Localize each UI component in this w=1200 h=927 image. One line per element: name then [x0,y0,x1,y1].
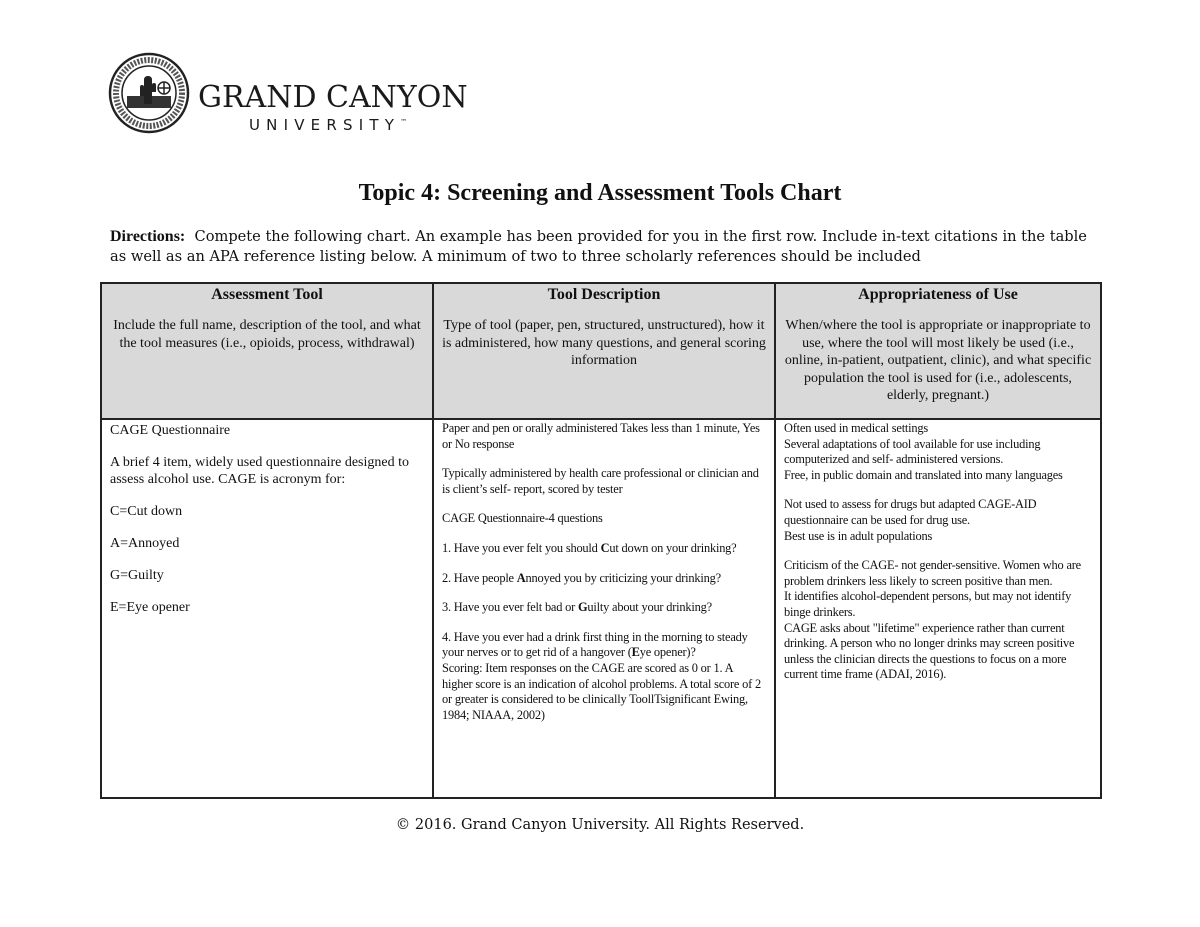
logo-name-line1: GRAND CANYON [198,80,468,115]
use-adaptations: Several adaptations of tool available for use including computerized and self- administered versions. [784,436,1041,467]
cell-appropriateness [775,419,1101,798]
acronym-a: A=Annoyed [110,536,180,551]
criticism-lifetime: CAGE asks about "lifetime" experience rather than current drinking. A person who no longer drinks may screen positive unless the clinician directs the questions to focus on a more current time frame (ADAI, 2016). [784,620,1075,682]
use-adult: Best use is in adult populations [784,528,933,543]
acronym-g: G=Guilty [110,568,164,583]
header-subtitle: Include the full name, description of the tool, and what the tool measures (i.e., opioids, process, withdrawal) [113,318,421,351]
question-4: 4. Have you ever had a drink first thing in the morning to steady your nerves or to get rid of a hangover (Eye opener)? [442,629,748,660]
directions-text: Compete the following chart. An example has been provided for you in the first row. Include in-text citations in the table as well as an APA reference listing below. A minimum of two to three scholarly references should be included [110,228,1087,265]
question-3: 3. Have you ever felt bad or Guilty about your drinking? [442,600,712,615]
acronym-e: E=Eye opener [110,600,190,615]
university-seal-icon [108,52,190,134]
header-title: Assessment Tool [211,286,323,303]
directions [110,227,1100,267]
use-free: Free, in public domain and translated into many languages [784,467,1063,482]
desc-admin: Paper and pen or orally administered Takes less than 1 minute, Yes or No response [442,421,760,451]
copyright-footer: © 2016. Grand Canyon University. All Rights Reserved. [395,817,805,833]
header-assessment-tool [101,283,433,419]
table-row [101,419,1101,798]
assessment-tools-table [100,282,1102,799]
cell-tool-description [433,419,775,798]
header-title: Appropriateness of Use [858,286,1018,303]
tool-desc: A brief 4 item, widely used questionnaire designed to assess alcohol use. CAGE is acronym for: [110,455,409,487]
page-title: Topic 4: Screening and Assessment Tools Chart [358,180,842,206]
desc-questions-count: CAGE Questionnaire-4 questions [442,511,603,526]
header-tool-description [433,283,775,419]
header-title: Tool Description [547,286,661,303]
tool-name: CAGE Questionnaire [110,423,231,438]
directions-label: Directions: [110,228,186,245]
university-logo [108,52,488,138]
header-subtitle: Type of tool (paper, pen, structured, unstructured), how it is administered, how many questions, and general scoring information [442,318,766,368]
criticism-gender: Criticism of the CAGE- not gender-sensitive. Women who are problem drinkers less likely to screen positive than men. [784,558,1081,588]
question-1: 1. Have you ever felt you should Cut down on your drinking? [442,540,737,555]
use-medical-settings: Often used in medical settings [784,421,929,435]
question-2: 2. Have people Annoyed you by criticizing your drinking? [442,570,721,585]
logo-name-line2: UNIVERSITY™ [249,116,408,134]
use-cage-aid: Not used to assess for drugs but adapted CAGE-AID questionnaire can be used for drug use. [784,497,1037,527]
criticism-binge: It identifies alcohol-dependent persons, but may not identify binge drinkers. [784,589,1072,619]
header-appropriateness [775,283,1101,419]
table-header-row [101,283,1101,419]
acronym-c: C=Cut down [110,504,183,519]
trademark-mark: ™ [400,118,408,126]
header-subtitle: When/where the tool is appropriate or inappropriate to use, where the tool will most likely be used (i.e., online, in-patient, outpatient, clinic), and what specific population the tool is used for (i.e., adolescents, elderly, pregnant.) [784,318,1092,403]
scoring-info: Scoring: Item responses on the CAGE are scored as 0 or 1. A higher score is an indication of alcohol problems. A total score of 2 or greater is considered to be clinically ToollTsignificant Ewing, 1984; NIAAA, 2002) [442,660,761,722]
cell-assessment-tool [101,419,433,798]
desc-scored-by: Typically administered by health care professional or clinician and is client’s self- report, scored by tester [442,466,759,496]
